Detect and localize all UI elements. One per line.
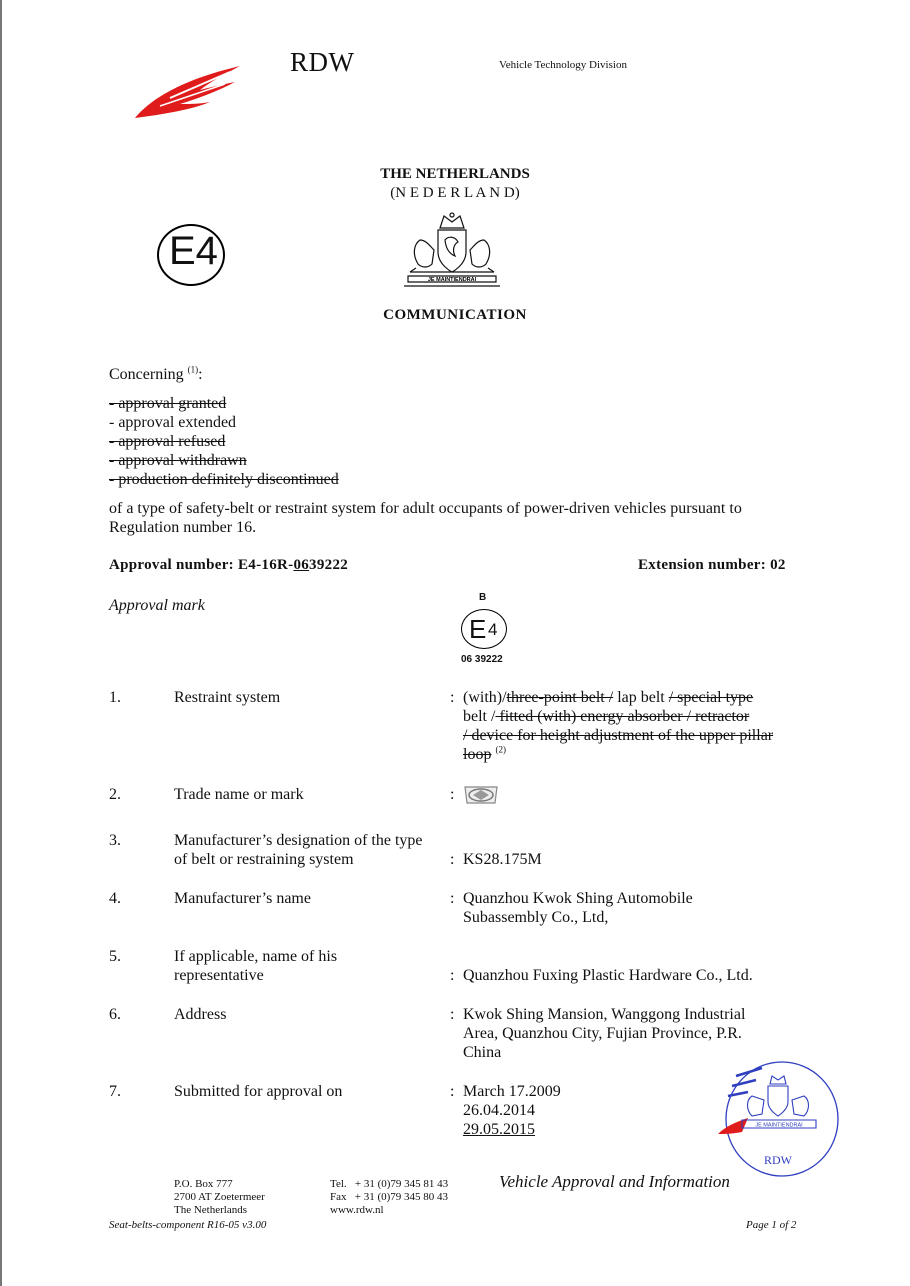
item-6-value-line-1: Kwok Shing Mansion, Wanggong Industrial <box>463 1006 746 1023</box>
item-4-number: 4. <box>109 890 121 907</box>
item-6-number: 6. <box>109 1006 121 1023</box>
footer-city: 2700 AT Zoetermeer <box>174 1191 265 1203</box>
footer-web-link[interactable]: www.rdw.nl <box>330 1204 384 1216</box>
form-id: Seat-belts-component R16-05 v3.00 <box>109 1219 267 1231</box>
item-3-label-line-2: of belt or restraining system <box>174 851 354 868</box>
item-7-value-line-1: March 17.2009 <box>463 1083 561 1100</box>
item-4-value-line-2: Subassembly Co., Ltd, <box>463 909 609 926</box>
item-1-value-with: (with)/ <box>463 689 507 706</box>
approval-mark-four: 4 <box>488 620 498 639</box>
item-7-colon: : <box>450 1083 455 1100</box>
approval-number-prefix: 06 <box>293 557 310 573</box>
item-1-value-energy: fitted (with) energy absorber / retractor <box>495 708 750 725</box>
approval-number-label: Approval number: E4-16R- <box>109 557 294 573</box>
page-number: Page 1 of 2 <box>746 1219 797 1231</box>
footer-tel: Tel. + 31 (0)79 345 81 43 <box>330 1178 449 1190</box>
concerning-description <box>109 499 809 537</box>
item-6-value-line-3: China <box>463 1044 502 1061</box>
footer-fax: Fax + 31 (0)79 345 80 43 <box>330 1191 449 1203</box>
item-7-value-line-3: 29.05.2015 <box>463 1121 535 1138</box>
division-name: Vehicle Technology Division <box>499 59 627 71</box>
extension-number: Extension number: 02 <box>638 557 786 573</box>
stamp-motto: JE MAINTIENDRAI <box>755 1122 803 1129</box>
option-approval-granted: - approval granted <box>109 395 227 412</box>
approval-mark-label: Approval mark <box>109 597 205 614</box>
item-2-number: 2. <box>109 786 121 803</box>
item-3-label-line-1: Manufacturer’s designation of the type <box>174 832 423 849</box>
approval-number-rest: 39222 <box>309 557 349 573</box>
item-1-value-loop: loop <box>463 746 492 763</box>
item-7-value <box>463 1082 561 1139</box>
item-1-value-note: (2) <box>495 744 506 755</box>
country-title: THE NETHERLANDS <box>380 166 530 182</box>
item-6-colon: : <box>450 1006 455 1023</box>
item-1-colon: : <box>450 689 455 706</box>
item-4-value-line-1: Quanzhou Kwok Shing Automobile <box>463 890 693 907</box>
footer-address <box>174 1178 265 1217</box>
item-1-value-height: / device for height adjustment of the upper pillar <box>463 727 774 744</box>
item-3-label <box>174 831 423 869</box>
option-approval-refused: - approval refused <box>109 433 226 450</box>
item-2-label: Trade name or mark <box>174 786 304 803</box>
item-6-value <box>463 1005 745 1062</box>
rdw-stamp-icon <box>712 1056 844 1182</box>
rdw-logo-icon <box>130 60 245 122</box>
footer-contact <box>330 1178 448 1217</box>
footer-tagline: Vehicle Approval and Information <box>499 1172 730 1191</box>
option-approval-extended: - approval extended <box>109 414 237 431</box>
org-name: RDW <box>290 47 355 77</box>
item-1-value <box>463 688 803 764</box>
approval-mark-circle <box>461 609 507 649</box>
item-5-number: 5. <box>109 948 121 965</box>
item-7-label: Submitted for approval on <box>174 1083 343 1100</box>
stamp-org: RDW <box>764 1153 792 1167</box>
item-5-label-line-2: representative <box>174 967 264 984</box>
document-heading: COMMUNICATION <box>383 307 527 323</box>
item-1-value-lap-belt: lap belt <box>613 689 669 706</box>
approval-mark-number: 06 39222 <box>461 654 503 665</box>
footer-country: The Netherlands <box>174 1204 247 1216</box>
description-line-1: of a type of safety-belt or restraint system for adult occupants of power-driven vehicles pursuant to <box>109 500 742 517</box>
page-edge <box>0 0 2 1286</box>
option-approval-withdrawn: - approval withdrawn <box>109 452 247 469</box>
item-4-label: Manufacturer’s name <box>174 890 311 907</box>
approval-number <box>109 557 348 574</box>
item-5-label-line-1: If applicable, name of his <box>174 948 338 965</box>
item-3-number: 3. <box>109 832 121 849</box>
item-2-colon: : <box>450 786 455 803</box>
country-local-title: (N E D E R L A N D) <box>390 185 520 201</box>
item-5-colon: : <box>450 967 455 984</box>
option-production-discontinued: - production definitely discontinued <box>109 471 339 488</box>
concerning-options <box>109 394 339 489</box>
item-1-number: 1. <box>109 689 121 706</box>
item-7-value-line-2: 26.04.2014 <box>463 1102 535 1119</box>
item-1-value-three-point: three-point belt / <box>506 689 614 706</box>
item-6-label: Address <box>174 1006 227 1023</box>
coat-of-arms-icon <box>400 210 505 295</box>
item-3-value: KS28.175M <box>463 851 542 868</box>
approval-mark-letter: B <box>479 592 487 603</box>
e4-letter: E4 <box>169 229 218 273</box>
concerning-note: (1) <box>187 364 199 375</box>
item-5-value: Quanzhou Fuxing Plastic Hardware Co., Ltd. <box>463 967 753 984</box>
coat-motto: JE MAINTIENDRAI <box>427 277 477 283</box>
trade-mark-logo-icon <box>461 781 501 809</box>
item-7-number: 7. <box>109 1083 121 1100</box>
item-1-value-special: / special type <box>668 689 754 706</box>
item-1-value-belt: belt / <box>463 708 496 725</box>
item-5-label <box>174 947 337 985</box>
concerning-text: Concerning <box>109 366 184 383</box>
footer-pobox: P.O. Box 777 <box>174 1178 233 1190</box>
description-line-2: Regulation number 16. <box>109 519 257 536</box>
concerning-label <box>109 365 203 384</box>
item-6-value-line-2: Area, Quanzhou City, Fujian Province, P.R. <box>463 1025 742 1042</box>
approval-mark-e: E <box>469 614 487 644</box>
item-4-value <box>463 889 693 927</box>
concerning-colon: : <box>198 366 203 383</box>
e4-mark-circle <box>157 224 225 286</box>
item-1-label: Restraint system <box>174 689 281 706</box>
item-4-colon: : <box>450 890 455 907</box>
item-3-colon: : <box>450 851 455 868</box>
